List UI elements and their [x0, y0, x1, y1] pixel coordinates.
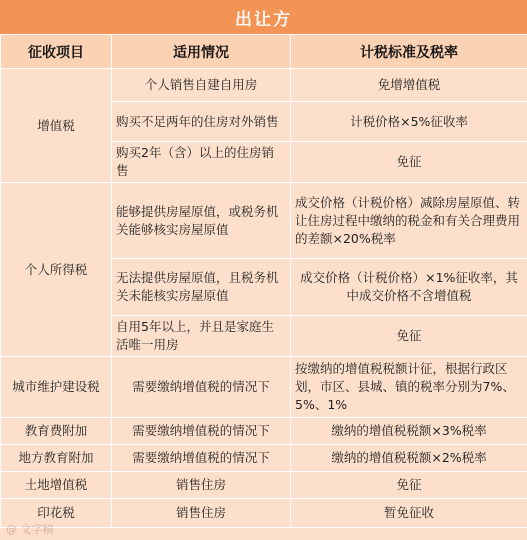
- case-cell: 销售住房: [112, 472, 291, 499]
- case-cell: 需要缴纳增值税的情况下: [112, 357, 291, 418]
- case-cell: 销售住房: [112, 499, 291, 528]
- rate-cell: 暂免征收: [291, 499, 527, 528]
- case-cell: 自用5年以上，并且是家庭生活唯一用房: [112, 316, 291, 357]
- rate-cell: 成交价格（计税价格）×1%征收率，其中成交价格不含增值税: [291, 259, 527, 316]
- table-row: [1, 69, 527, 102]
- case-cell: 需要缴纳增值税的情况下: [112, 418, 291, 445]
- rate-cell: 成交价格（计税价格）减除房屋原值、转让住房过程中缴纳的税金和有关合理费用的差额×20%税率: [291, 183, 527, 259]
- case-cell: 需要缴纳增值税的情况下: [112, 445, 291, 472]
- rate-cell: 缴纳的增值税税额×3%税率: [291, 418, 527, 445]
- rate-cell: 免增增值税: [291, 69, 527, 102]
- table-row: [1, 499, 527, 528]
- table-row: [1, 357, 527, 418]
- tax-table: [0, 34, 527, 528]
- header-row: [1, 35, 527, 69]
- rate-cell: 计税价格×5%征收率: [291, 102, 527, 142]
- header-case: 适用情况: [112, 35, 291, 69]
- case-cell: 能够提供房屋原值，或税务机关能够核实房屋原值: [112, 183, 291, 259]
- item-cell: 教育费附加: [1, 418, 112, 445]
- case-cell: 购买2年（含）以上的住房销售: [112, 142, 291, 183]
- case-cell: 个人销售自建自用房: [112, 69, 291, 102]
- table-title: 出让方: [0, 0, 527, 34]
- item-cell: 印花税: [1, 499, 112, 528]
- header-rate: 计税标准及税率: [291, 35, 527, 69]
- rate-cell: 免征: [291, 316, 527, 357]
- header-item: 征收项目: [1, 35, 112, 69]
- item-cell: 城市维护建设税: [1, 357, 112, 418]
- watermark: @ 文字稿: [6, 523, 54, 536]
- table-row: [1, 445, 527, 472]
- table-row: [1, 472, 527, 499]
- case-cell: 购买不足两年的住房对外销售: [112, 102, 291, 142]
- table-row: [1, 418, 527, 445]
- case-cell: 无法提供房屋原值，且税务机关未能核实房屋原值: [112, 259, 291, 316]
- table-row: [1, 183, 527, 259]
- rate-cell: 按缴纳的增值税税额计征，根据行政区划，市区、县城、镇的税率分别为7%、5%、1%: [291, 357, 527, 418]
- rate-cell: 免征: [291, 142, 527, 183]
- item-cell: 土地增值税: [1, 472, 112, 499]
- item-cell: 地方教育附加: [1, 445, 112, 472]
- item-cell: 增值税: [1, 69, 112, 183]
- rate-cell: 缴纳的增值税税额×2%税率: [291, 445, 527, 472]
- item-cell: 个人所得税: [1, 183, 112, 357]
- rate-cell: 免征: [291, 472, 527, 499]
